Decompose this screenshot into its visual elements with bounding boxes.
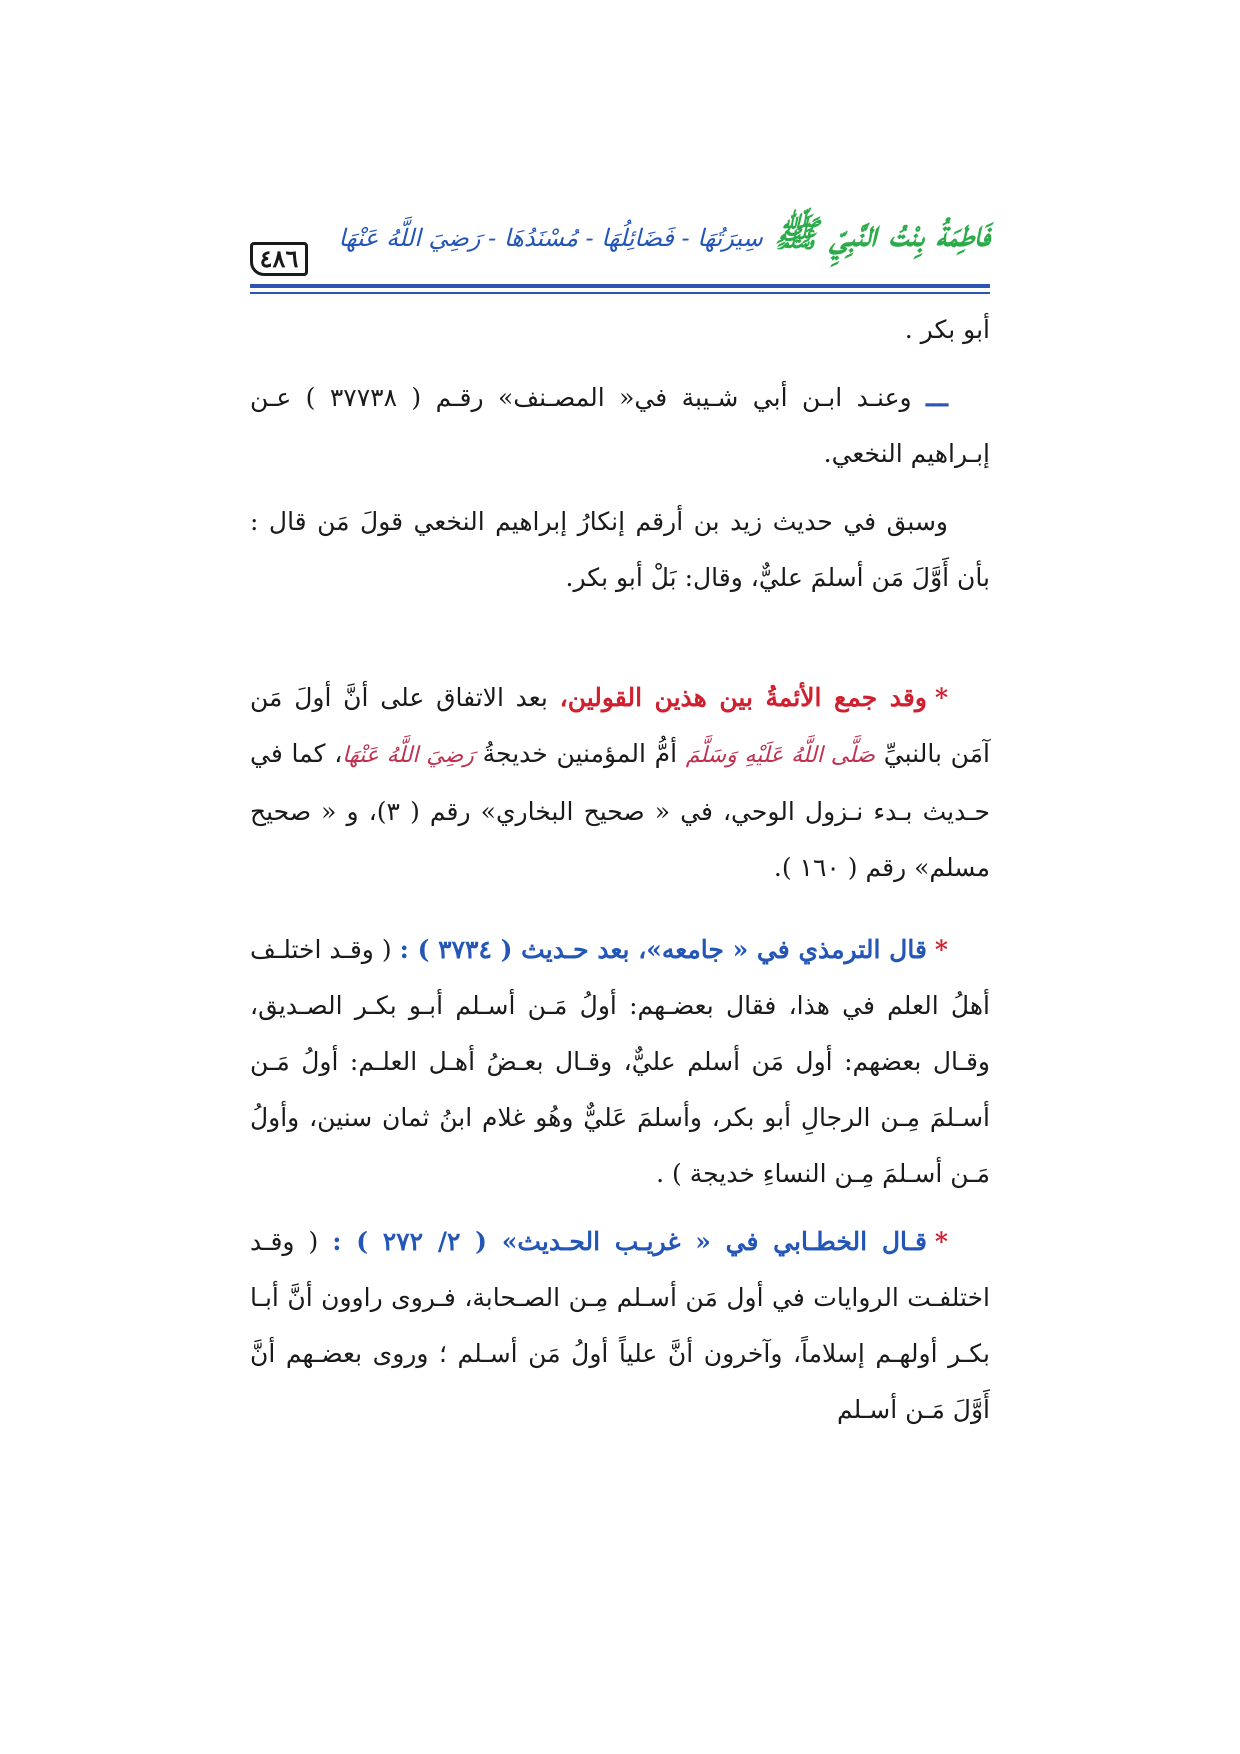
- honorific-prophet: صَلَّى اللَّهُ عَلَيْهِ وَسَلَّمَ: [685, 743, 876, 768]
- book-title-subtitle: سِيرَتُهَا - فَضَائِلُهَا - مُسْنَدُهَا - رَضِيَ اللَّهُ عَنْهَا: [338, 224, 763, 252]
- asterisk-marker: *: [934, 935, 948, 964]
- highlight-red: وقد جمع الأئمةُ بين هذين القولين،: [559, 683, 927, 712]
- book-title-main: فَاطِمَةُ بِنْتُ النَّبِيِّ ﷺ: [774, 213, 990, 255]
- paragraph-6: [250, 1214, 990, 1438]
- paragraph-dash: ـــ: [926, 383, 949, 412]
- paragraph-1: أبو بكر .: [904, 315, 990, 344]
- paragraph-4-text-a: بعد الاتفاق على أنَّ أولَ مَن آمَن بالنبيِّ: [250, 683, 990, 768]
- page-header: [250, 213, 990, 290]
- book-title: [339, 212, 990, 264]
- paragraph-4-text-b: أمُّ المؤمنين خديجةُ: [473, 739, 686, 768]
- paragraph-2-text: وعنـد ابـن أبي شـيبة في« المصـنف» رقـم ( ٣٧٧٣٨ ) عـن إبـراهيم النخعي.: [250, 383, 990, 468]
- asterisk-marker: *: [934, 1227, 948, 1256]
- page-number: ٤٨٦: [250, 242, 308, 276]
- paragraph-4-text-c: ، كما في حـديث بـدء نـزول الوحي، في « صحيح البخاري» رقم ( ٣)، و « صحيح مسلم» رقم ( ١٦٠ ).: [250, 739, 991, 882]
- paragraph-3: وسبق في حديث زيد بن أرقم إنكارُ إبراهيم النخعي قولَ مَن قال : بأن أَوَّلَ مَن أسلمَ عليٌّ، وقال: بَلْ أبو بكر.: [250, 507, 990, 592]
- header-rule-thin: [250, 292, 990, 294]
- citation-tirmidhi: قال الترمذي في « جامعه»، بعد حـديث ( ٣٧٣٤ ) :: [399, 935, 927, 964]
- asterisk-marker: *: [934, 683, 949, 712]
- honorific-khadija: رَضِيَ اللَّهُ عَنْهَا: [342, 743, 474, 768]
- paragraph-2: [250, 370, 990, 482]
- header-rule-thick: [250, 284, 990, 288]
- citation-khattabi: قـال الخطـابي في « غريـب الحـديث» ( ٢/ ٢٧٢ ) :: [332, 1227, 927, 1256]
- paragraph-5: [250, 922, 990, 1202]
- paragraph-6-text: ( وقـد اختلفـت الروايات في أول مَن أسـلم مِـن الصـحابة، فـروى راوون أنَّ أبـا بكـر أولهـم إسلاماً، وآخرون أنَّ علياً أولُ مَن أسـلم ؛ وروى بعضـهم أنَّ أَوَّلَ مَـن أسـلم: [250, 1227, 990, 1424]
- paragraph-4: [250, 670, 990, 896]
- paragraph-5-text: ( وقـد اختلـف أهلُ العلم في هذا، فقال بعضـهم: أولُ مَـن أسـلم أبـو بكـر الصـديق، وقـال بعضهم: أول مَن أسلم عليٌّ، وقـال بعـضُ أهـل العلـم: أولُ مَـن أسـلمَ مِـن الرجالِ أبو بكر، وأسلمَ عَليٌّ وهُو غلام ابنُ ثمان سنين، وأولُ مَـن أسـلمَ مِـن النساءِ خديجة ) .: [250, 935, 990, 1188]
- page-body: [250, 302, 990, 1438]
